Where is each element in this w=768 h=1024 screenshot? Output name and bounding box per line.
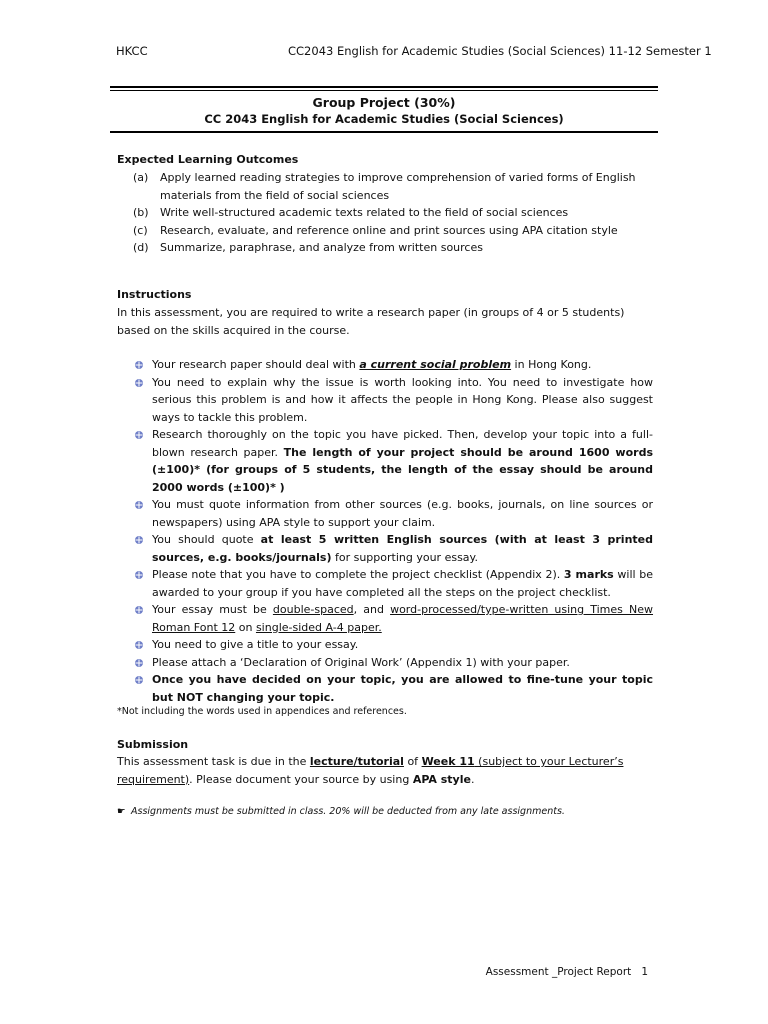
- outcome-text: Apply learned reading strategies to improve comprehension of varied forms of English materials from the field of social sciences: [160, 171, 636, 202]
- outcome-label: (d): [133, 241, 149, 254]
- bullet-icon: [134, 605, 144, 615]
- header-institution: HKCC: [116, 44, 148, 58]
- outcome-text: Write well-structured academic texts related to the field of social sciences: [160, 206, 569, 219]
- page-number: 1: [641, 966, 648, 978]
- bullet-icon: [134, 535, 144, 545]
- bullet-icon: [134, 640, 144, 650]
- outcome-label: (c): [133, 223, 148, 237]
- bullet-icon: [134, 360, 144, 370]
- late-submission-warning: ☛ Assignments must be submitted in class. 20% will be deducted from any late assignments.: [117, 806, 565, 817]
- instruction-item: You need to give a title to your essay.: [131, 636, 653, 654]
- page-subtitle: CC 2043 English for Academic Studies (Social Sciences): [204, 112, 564, 126]
- outcome-label: (b): [133, 206, 149, 219]
- page-footer: [486, 966, 648, 978]
- checklist-marks: 3 marks: [563, 568, 614, 581]
- outcome-item: [133, 204, 653, 222]
- outcome-item: [133, 222, 653, 240]
- instruction-item: Your research paper should deal with a current social problem in Hong Kong.: [131, 356, 653, 374]
- bullet-icon: [134, 430, 144, 440]
- instructions-list: [131, 356, 653, 706]
- bullet-icon: [134, 500, 144, 510]
- word-count-requirement: The length of your project should be around 1600 words (±100)* (for groups of 5 students, the length of the essay should be around 2000 words (±100)* ): [152, 445, 653, 494]
- outcome-item: [133, 239, 653, 257]
- bullet-icon: [134, 570, 144, 580]
- outcome-label: (a): [133, 171, 149, 184]
- instruction-item: Please note that you have to complete the project checklist (Appendix 2). 3 marks will be awarded to your group if you have completed all the steps on the project checklist.: [131, 566, 653, 601]
- pointing-hand-icon: ☛: [117, 806, 126, 817]
- title-top-rule-thin: [110, 90, 658, 91]
- bullet-icon: [134, 378, 144, 388]
- outcome-text: Research, evaluate, and reference online and print sources using APA citation style: [160, 223, 618, 237]
- topic-rule: Once you have decided on your topic, you are allowed to fine-tune your topic but NOT changing your topic.: [152, 673, 653, 704]
- instruction-item: You should quote at least 5 written English sources (with at least 3 printed sources, e.g. books/journals) for supporting your essay.: [131, 531, 653, 566]
- page-title: Group Project (30%): [312, 95, 456, 110]
- outcomes-heading: Expected Learning Outcomes: [117, 153, 299, 166]
- instructions-heading: Instructions: [117, 288, 192, 301]
- header-course: CC2043 English for Academic Studies (Social Sciences) 11-12 Semester 1: [288, 44, 712, 58]
- submission-text: This assessment task is due in the lecture/tutorial of Week 11 (subject to your Lecturer’s requirement). Please document your source by using APA style.: [117, 755, 624, 786]
- sources-requirement: at least 5 written English sources (with at least 3 printed sources, e.g. books/journals): [152, 533, 653, 564]
- footer-label: Assessment _Project Report: [485, 966, 632, 978]
- instruction-item: Please attach a ‘Declaration of Original Work’ (Appendix 1) with your paper.: [131, 654, 653, 672]
- instruction-item: Research thoroughly on the topic you have picked. Then, develop your topic into a full-blown research paper. The length of your project should be around 1600 words (±100)* (for groups of 5 students, the length of the essay should be around 2000 words (±100)* ): [131, 426, 653, 496]
- submission-heading: Submission: [117, 738, 189, 751]
- instruction-item: You must quote information from other sources (e.g. books, journals, on line sources or newspapers) using APA style to support your claim.: [131, 496, 653, 531]
- instruction-item: You need to explain why the issue is worth looking into. You need to investigate how serious this problem is and how it affects the people in Hong Kong. Please also suggest ways to tackle this problem.: [131, 374, 653, 427]
- instructions-intro: In this assessment, you are required to write a research paper (in groups of 4 or 5 students) based on the skills acquired in the course.: [117, 306, 625, 337]
- highlight-social-problem: a current social problem: [359, 358, 512, 371]
- title-top-rule: [110, 86, 658, 88]
- instruction-item: [131, 671, 653, 706]
- footnote: *Not including the words used in appendices and references.: [117, 706, 407, 717]
- bullet-icon: [134, 675, 144, 685]
- outcomes-list: [133, 169, 653, 257]
- bullet-icon: [134, 658, 144, 668]
- outcome-text: Summarize, paraphrase, and analyze from written sources: [160, 241, 483, 254]
- outcome-item: [133, 169, 653, 204]
- instruction-item: Your essay must be double-spaced, and word-processed/type-written using Times New Roman Font 12 on single-sided A-4 paper.: [131, 601, 653, 636]
- title-bottom-rule: [110, 131, 658, 133]
